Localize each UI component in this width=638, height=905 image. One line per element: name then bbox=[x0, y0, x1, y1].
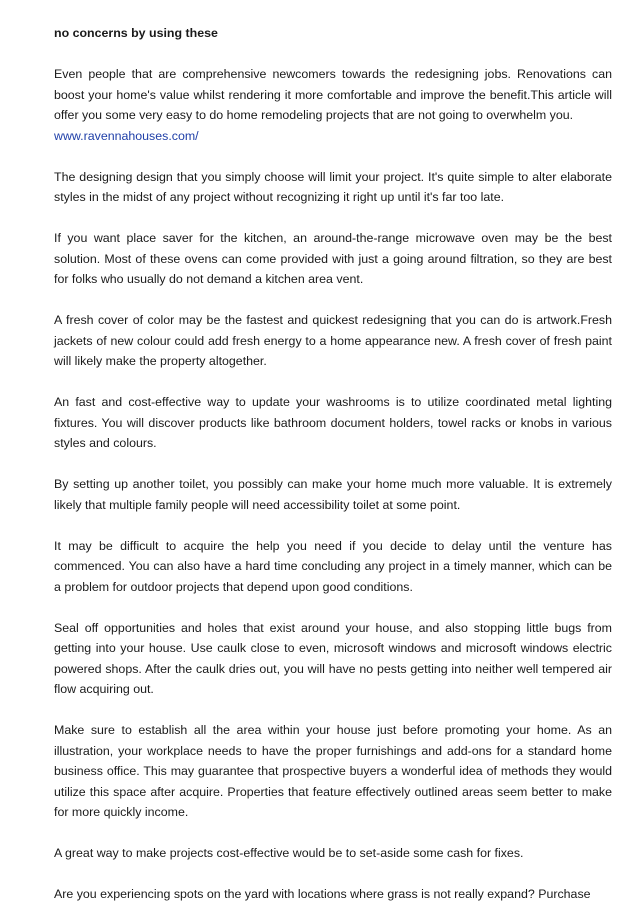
paragraph-delay: It may be difficult to acquire the help you need if you decide to delay until the venture has commenced. You can also have a hard time concluding any project in a timely manner, which can be a problem for outdoor projects that depend upon good conditions. bbox=[54, 538, 612, 594]
paragraph-set-aside-cash: A great way to make projects cost-effective would be to set-aside some cash for fixes. bbox=[54, 846, 524, 860]
intro-text: Even people that are comprehensive newcomers towards the redesigning jobs. Renovations can boost your home's value whilst rendering it more comfortable and improve the benefit.This article will offer you some very easy to do home remodeling projects that are not going to overwhelm you. bbox=[54, 67, 612, 122]
paragraph-establish-area: Make sure to establish all the area within your house just before promoting your home. As an illustration, your workplace needs to have the proper furnishings and add-ons for a standard home business office. This may guarantee that prospective buyers a wonderful idea of methods they would utilize this space after acquire. Properties that feature effectively outlined areas seem better to make for more quickly income. bbox=[54, 723, 612, 819]
intro-paragraph bbox=[54, 64, 612, 146]
paragraph-yard-spots: Are you experiencing spots on the yard with locations where grass is not really expand? Purchase bbox=[54, 887, 591, 901]
paragraph-design-style: The designing design that you simply choose will limit your project. It's quite simple to alter elaborate styles in the midst of any project without recognizing it right up until it's far too late. bbox=[54, 169, 612, 204]
ravennahouses-link[interactable]: www.ravennahouses.com/ bbox=[54, 128, 199, 143]
paragraph-toilet: By setting up another toilet, you possibly can make your home much more valuable. It is extremely likely that multiple family people will need accessibility toilet at some point. bbox=[54, 477, 612, 512]
document-heading: no concerns by using these bbox=[54, 26, 218, 40]
paragraph-paint: A fresh cover of color may be the fastest and quickest redesigning that you can do is artwork.Fresh jackets of new colour could add fresh energy to a home appearance new. A fresh cover of fresh paint will likely make the property altogether. bbox=[54, 313, 612, 368]
paragraph-seal-holes: Seal off opportunities and holes that exist around your house, and also stopping little bugs from getting into your house. Use caulk close to even, microsoft windows and microsoft windows electric powered shops. After the caulk dries out, you will have no pests getting into neither well tempered air flow acquiring out. bbox=[54, 620, 612, 696]
paragraph-bathroom-fixtures: An fast and cost-effective way to update your washrooms is to utilize coordinated metal lighting fixtures. You will discover products like bathroom document holders, towel racks or knobs in various styles and colours. bbox=[54, 395, 612, 450]
paragraph-microwave: If you want place saver for the kitchen, an around-the-range microwave oven may be the best solution. Most of these ovens can come provided with just a going around filtration, so they are best for folks who usually do not demand a kitchen area vent. bbox=[54, 231, 612, 286]
